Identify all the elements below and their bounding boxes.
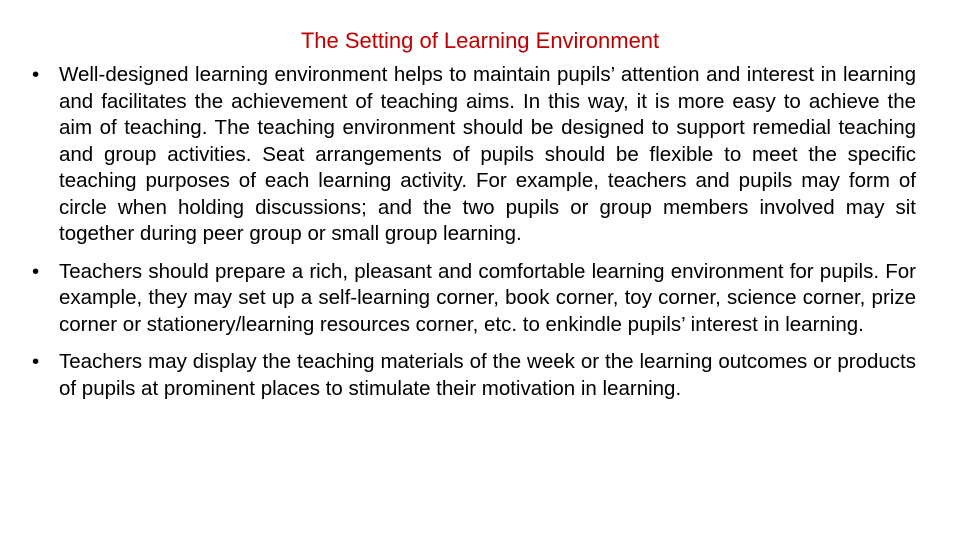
bullet-item <box>32 259 916 339</box>
bullet-icon: • <box>32 259 40 283</box>
slide-title: The Setting of Learning Environment <box>300 28 660 53</box>
bullet-list <box>32 62 916 413</box>
bullet-item <box>32 62 916 248</box>
bullet-text: Teachers may display the teaching materials of the week or the learning outcomes or products of pupils at prominent places to stimulate their motivation in learning. <box>59 350 916 400</box>
bullet-text: Well-designed learning environment helps to maintain pupils’ attention and interest in learning and facilitates the achievement of teaching aims. In this way, it is more easy to achieve the aim of teaching. The teaching environment should be designed to support remedial teaching and group activities. Seat arrangements of pupils should be flexible to meet the specific teaching purposes of each learning activity. For example, teachers and pupils may form of circle when holding discussions; and the two pupils or group members involved may sit together during peer group or small group learning. <box>59 63 916 245</box>
bullet-text: Teachers should prepare a rich, pleasant and comfortable learning environment for pupils. For example, they may set up a self-learning corner, book corner, toy corner, science corner, prize corner or stationery/learning resources corner, etc. to enkindle pupils’ interest in learning. <box>59 259 916 336</box>
bullet-item <box>32 349 916 402</box>
bullet-icon: • <box>32 350 40 373</box>
bullet-icon: • <box>32 63 40 86</box>
